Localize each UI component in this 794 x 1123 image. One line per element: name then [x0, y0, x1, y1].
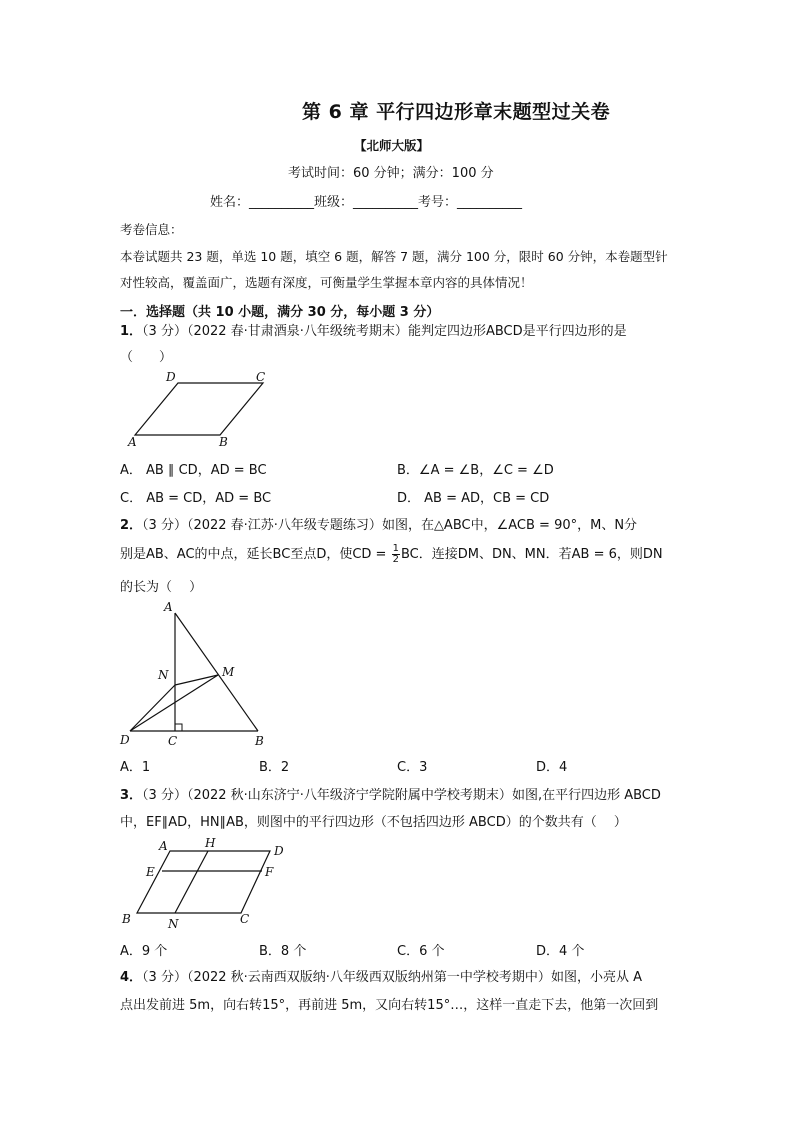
- q2-label-a: A: [164, 600, 173, 614]
- right-angle-mark: [175, 724, 182, 731]
- q4-line-1-tail: 如图，小亮从 A: [550, 970, 642, 985]
- q1-text: 能判定四边形ABCD是平行四边形的是: [407, 324, 627, 339]
- q3-label-b: B: [122, 912, 131, 926]
- q1-label-d: D: [166, 370, 176, 384]
- q4-line-2: 点出发前进 5m，向右转15°，再前进 5m，又向右转15°…，这样一直走下去，他第一次回到: [120, 998, 659, 1013]
- q1-option-c[interactable]: C． AB = CD，AD = BC: [120, 491, 272, 506]
- notes-heading: 考卷信息：: [120, 222, 183, 237]
- q1-option-d[interactable]: D． AB = AD，CB = CD: [397, 491, 550, 506]
- q1-source: （3 分）（2022 春·甘肃酒泉·八年级统考期末）: [142, 324, 408, 339]
- q3-option-b[interactable]: B．8 个: [259, 944, 307, 959]
- q3-label-n: N: [168, 917, 179, 931]
- q1-number: 1．: [120, 324, 143, 339]
- q1-label-c: C: [256, 370, 266, 384]
- page-title: 第 6 章 平行四边形章末题型过关卷: [302, 101, 611, 123]
- q2-number: 2．: [120, 518, 143, 533]
- q3-label-a: A: [159, 839, 168, 853]
- q2-frac-num: 1: [392, 543, 399, 554]
- segment-dn: [130, 685, 175, 731]
- q1-label-b: B: [219, 435, 228, 449]
- q2-line-2a: 别是AB、AC的中点，延长BC至点D，使CD =: [120, 547, 391, 562]
- q2-source: （3 分）（2022 春·江苏·八年级专题练习）: [142, 518, 382, 533]
- q1-option-b[interactable]: B．∠A = ∠B，∠C = ∠D: [397, 463, 554, 478]
- q2-line-3: 的长为（ ）: [120, 580, 203, 595]
- q3-option-d[interactable]: D．4 个: [536, 944, 585, 959]
- exam-info: 考试时间：60 分钟；满分：100 分: [288, 166, 494, 181]
- q1-paren: （ ）: [120, 350, 173, 365]
- q2-fraction: [392, 544, 400, 565]
- q1-option-a[interactable]: A． AB ∥ CD，AD = BC: [120, 463, 267, 478]
- section-heading: 一．选择题（共 10 小题，满分 30 分，每小题 3 分）: [120, 305, 440, 320]
- name-line: 姓名：__________班级：__________考号：__________: [210, 195, 523, 210]
- q3-line-1-tail: 如图,在平行四边形 ABCD: [511, 788, 661, 803]
- question-4: [120, 966, 642, 985]
- q3-number: 3．: [120, 788, 143, 803]
- q3-line-2: 中，EF∥AD，HN∥AB，则图中的平行四边形（不包括四边形 ABCD）的个数共有（ ）: [120, 815, 627, 830]
- q1-parallelogram-figure: [120, 365, 280, 450]
- q3-label-c: C: [240, 912, 250, 926]
- q2-option-b[interactable]: B．2: [259, 760, 290, 775]
- segment-hn: [175, 851, 208, 913]
- q2-line-2b: BC．连接DM、DN、MN．若AB = 6，则DN: [400, 547, 663, 562]
- q2-option-a[interactable]: A．1: [120, 760, 151, 775]
- q3-label-h: H: [205, 836, 216, 850]
- segment-dm: [130, 675, 218, 731]
- q2-option-c[interactable]: C．3: [397, 760, 428, 775]
- edition-label: 【北师大版】: [354, 138, 430, 153]
- q2-frac-den: 2: [392, 554, 399, 565]
- q4-number: 4．: [120, 970, 143, 985]
- segment-nm: [175, 675, 218, 685]
- notes-line-1: 本卷试题共 23 题，单选 10 题，填空 6 题，解答 7 题，满分 100 分，限时 60 分钟，本卷题型针: [120, 249, 668, 264]
- q2-label-n: N: [158, 668, 169, 682]
- q2-label-d: D: [120, 733, 130, 747]
- q2-label-b: B: [255, 734, 264, 748]
- q2-line-2: [120, 543, 663, 565]
- q2-label-c: C: [168, 734, 178, 748]
- q3-option-a[interactable]: A．9 个: [120, 944, 168, 959]
- q3-label-f: F: [265, 865, 274, 879]
- q2-line-1: 如图，在△ABC中，∠ACB = 90°，M、N分: [381, 518, 638, 533]
- question-3: [120, 784, 661, 803]
- q4-source: （3 分）（2022 秋·云南西双版纳·八年级西双版纳州第一中学校考期中）: [142, 970, 551, 985]
- q2-option-d[interactable]: D．4: [536, 760, 568, 775]
- q2-label-m: M: [222, 665, 235, 679]
- q3-option-c[interactable]: C．6 个: [397, 944, 445, 959]
- q3-label-d: D: [274, 844, 284, 858]
- q3-label-e: E: [146, 865, 155, 879]
- question-2: [120, 514, 637, 533]
- parallelogram-abcd-shape: [135, 383, 263, 435]
- question-1: [120, 320, 627, 339]
- q3-parallelogram-figure: [115, 833, 295, 933]
- q1-label-a: A: [128, 435, 137, 449]
- notes-line-2: 对性较高，覆盖面广，选题有深度，可衡量学生掌握本章内容的具体情况！: [120, 275, 533, 290]
- q3-source: （3 分）（2022 秋·山东济宁·八年级济宁学院附属中学校考期末）: [142, 788, 512, 803]
- q2-triangle-figure: [115, 598, 275, 748]
- segment-ab: [175, 613, 258, 731]
